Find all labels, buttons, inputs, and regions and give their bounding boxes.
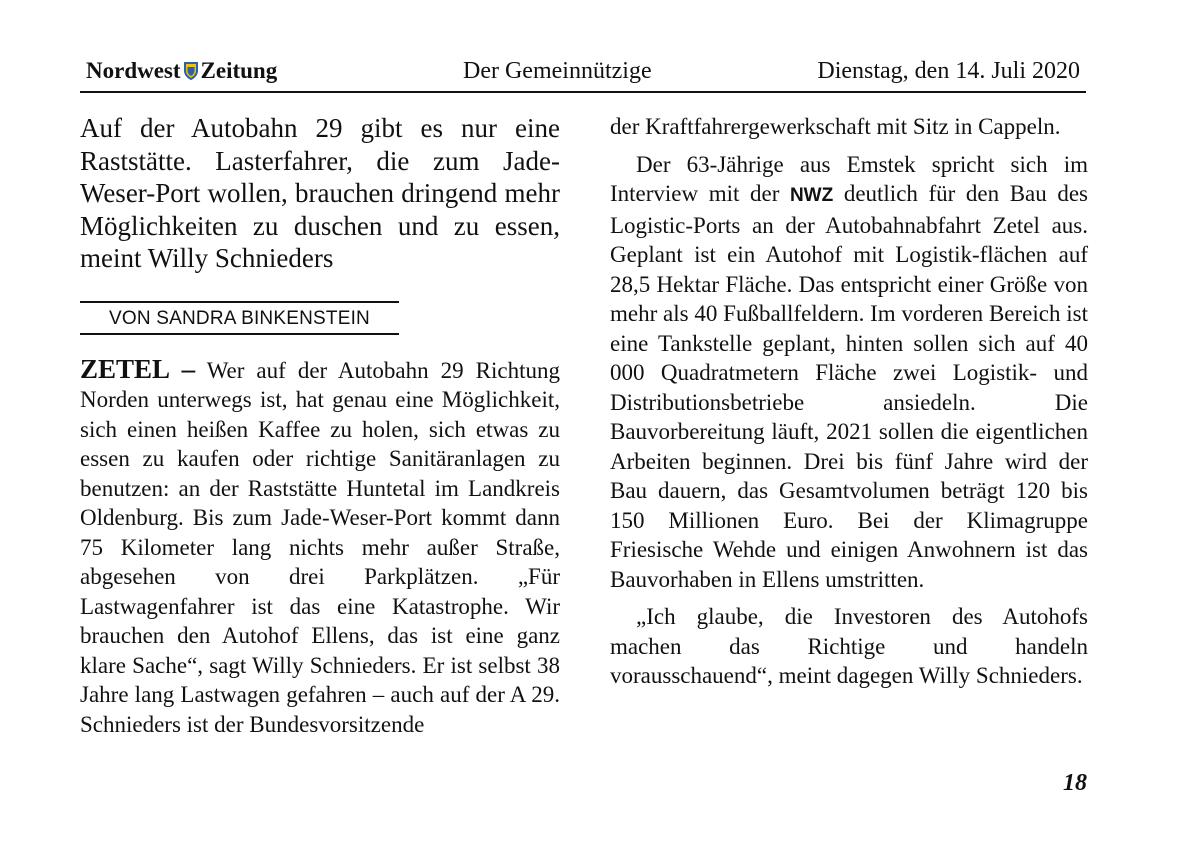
masthead-left: Nordwest	[86, 58, 181, 83]
issue-date: Dienstag, den 14. Juli 2020	[817, 58, 1080, 84]
body-paragraph-3: „Ich glaube, die Investoren des Autohofs machen das Richtige und handeln vorausschauend“, meint dagegen Willy Schnieders.	[610, 604, 1088, 688]
body-paragraph-2-rest: deutlich für den Bau des Logistic-Ports an der Autobahnabfahrt Zetel aus. Geplant ist ein Autohof mit Logistik-flächen auf 28,5 Hektar Fläche. Das entspricht einer Größe von mehr als 40 Fußballfeldern. Im vorderen Bereich ist eine Tankstelle geplant, hinten sollen sich auf 40 000 Quadratmetern Fläche zwei Logistik- und Distributionsbetriebe ansiedeln. Die Bauvorbereitung läuft, 2021 sollen die eigentlichen Arbeiten beginnen. Drei bis fünf Jahre wird der Bau dauern, das Gesamtvolumen beträgt 120 bis 150 Millionen Euro. Bei der Klimagruppe Friesische Wehde und einigen Anwohnern ist das Bauvorhaben in Ellens umstritten.	[610, 181, 1089, 592]
column-left	[80, 112, 560, 739]
byline-box	[80, 301, 399, 335]
masthead	[86, 58, 277, 84]
body-paragraph-2-start: Der 63-Jährige aus Emstek spricht sich im Interview mit der	[610, 151, 1088, 206]
header-rule	[80, 91, 1086, 93]
column-right	[610, 112, 1088, 691]
crest-icon	[184, 60, 198, 78]
nwz-logo-text: NWZ	[789, 185, 834, 206]
body-paragraph-2	[610, 150, 1088, 595]
byline: VON SANDRA BINKENSTEIN	[109, 307, 370, 329]
page-header	[80, 58, 1086, 88]
body-paragraph-1	[80, 355, 560, 740]
dateline: ZETEL –	[80, 353, 196, 384]
masthead-right: Zeitung	[200, 58, 278, 83]
page-number: 18	[1063, 770, 1087, 796]
article-lead: Auf der Autobahn 29 gibt es nur eine Raststätte. Lasterfahrer, die zum Jade-Weser-Port wollen, brauchen dringend mehr Möglichkeiten zu duschen und zu essen, meint Willy Schnieders	[80, 113, 560, 273]
section-name: Der Gemeinnützige	[463, 58, 652, 84]
body-paragraph-1-continued: der Kraftfahrergewerkschaft mit Sitz in Cappeln.	[610, 114, 1061, 139]
body-paragraph-1-text: Wer auf der Autobahn 29 Richtung Norden unterwegs ist, hat genau eine Möglichkeit, sich einen heißen Kaffee zu holen, sich etwas zu essen zu kaufen oder richtige Sanitäranlagen zu benutzen: an der Raststätte Huntetal im Landkreis Oldenburg. Bis zum Jade-Weser-Port kommt dann 75 Kilometer lang nichts mehr außer Straße, abgesehen von drei Parkplätzen. „Für Lastwagenfahrer ist das eine Katastrophe. Wir brauchen den Autohof Ellens, das ist eine ganz klare Sache“, sagt Willy Schnieders. Er ist selbst 38 Jahre lang Lastwagen gefahren – auch auf der A 29. Schnieders ist der Bundesvorsitzende	[80, 357, 560, 737]
